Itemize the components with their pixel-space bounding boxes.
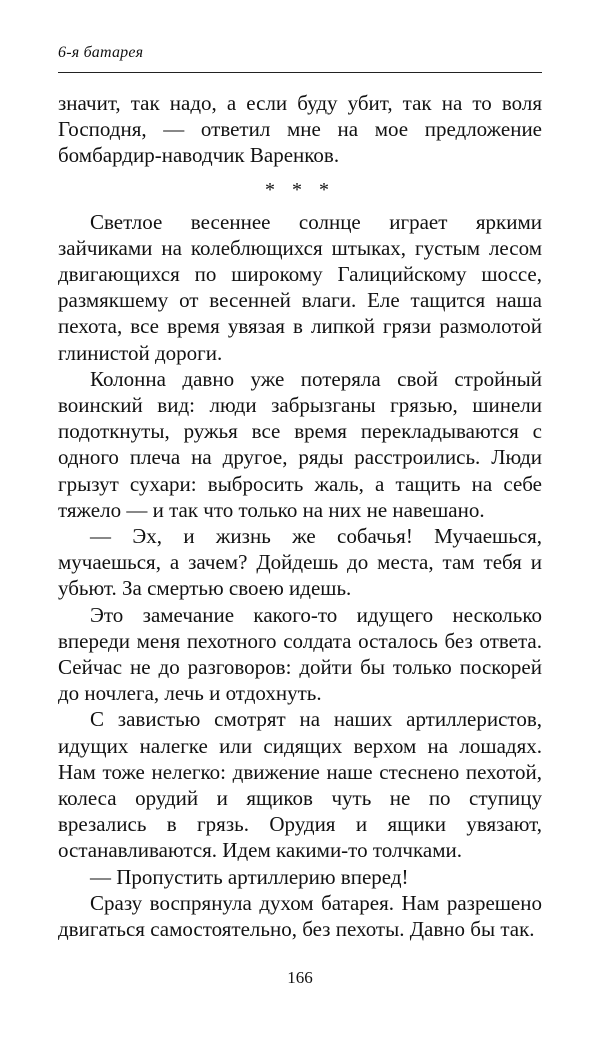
- paragraph: С завистью смотрят на наших артиллеристов, идущих налегке или сидящих верхом на лошадях. Нам тоже нелегко: движение наше стеснено пехотой, колеса орудий и ящиков чуть не по ступицу врезались в грязь. Орудия и ящики увязают, останавливаются. Идем какими-то толчками.: [58, 707, 542, 863]
- paragraph: Светлое весеннее солнце играет яркими зайчиками на колеблющихся штыках, густым лесом двигающихся по широкому Галицийскому шоссе, размякшему от весенней влаги. Еле тащится наша пехота, все время увязая в липкой грязи размолотой глинистой дороги.: [58, 209, 542, 365]
- running-header: 6-я батарея: [58, 44, 144, 61]
- paragraph: Это замечание какого-то идущего несколько впереди меня пехотного солдата осталось без ответа. Сейчас не до разговоров: дойти бы только поскорей до ночлега, лечь и отдохнуть.: [58, 602, 542, 706]
- paragraph: Сразу воспрянула духом батарея. Нам разрешено двигаться самостоятельно, без пехоты. Давно бы так.: [58, 890, 542, 942]
- header-rule: [58, 72, 542, 73]
- body-text: [58, 90, 542, 942]
- paragraph-dialogue: — Пропустить артиллерию вперед!: [90, 864, 409, 889]
- paragraph: Колонна давно уже потеряла свой стройный воинский вид: люди забрызганы грязью, шинели подоткнуты, ружья все время перекладываются с одного плеча на другое, ряды расстроились. Люди грызут сухари: выбросить жаль, а тащить на себе тяжело — и так что только на них не навешано.: [58, 366, 542, 522]
- paragraph-dialogue: — Эх, и жизнь же собачья! Мучаешься, мучаешься, а зачем? Дойдешь до места, там тебя и убьют. За смертью своею идешь.: [58, 524, 542, 601]
- section-break: * * *: [265, 178, 335, 201]
- page-number: 166: [287, 968, 313, 987]
- paragraph-continuation: значит, так надо, а если буду убит, так на то воля Господня, — ответил мне на мое предложение бомбардир-наводчик Варенков.: [58, 91, 542, 168]
